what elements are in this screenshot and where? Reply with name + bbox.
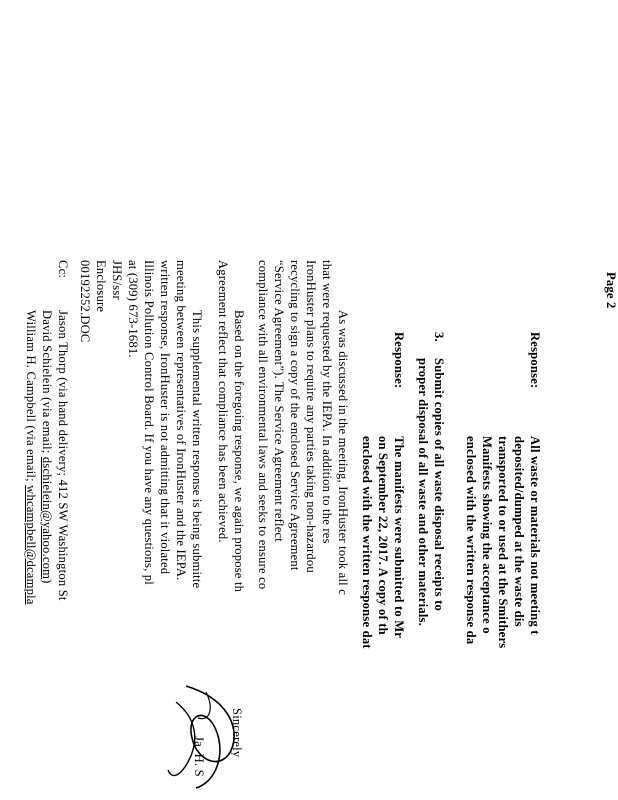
paragraph-line: at (309) 673-1681.: [126, 260, 140, 358]
closing-sincerely: Sincerely: [230, 708, 244, 758]
paragraph-line: “Service Agreement”). The Service Agreement reflect: [272, 260, 286, 542]
paragraph-line: meeting between representatives of IronHuster and the IEPA.: [174, 260, 188, 581]
closing-signer: Ja. H. S: [192, 736, 206, 777]
page-label: Page 2: [604, 272, 618, 309]
footer-initials: JHS/ssr: [110, 260, 124, 300]
paragraph-line: This supplemental written response is being submitte: [190, 310, 204, 589]
paragraph-line: compliance with all environmental laws and seeks to ensure co: [256, 260, 270, 590]
paragraph-line: Agreement reflect that compliance has been achieved.: [216, 260, 230, 543]
item-3-response-line: enclosed with the written response dat: [360, 436, 374, 649]
cc-line: [54, 310, 70, 601]
footer-doc-id: 00192252.DOC: [78, 260, 92, 343]
item-3-request-line: proper disposal of all waste and other materials.: [416, 358, 430, 626]
rotated-letter-page: [24, 258, 618, 800]
cc-text: William H. Campbell (via email;: [24, 310, 38, 486]
item-3-number: 3.: [432, 332, 446, 342]
cc-label: Cc:: [56, 260, 70, 279]
cc-line: [22, 310, 38, 605]
item-2-response-label: Response:: [528, 332, 542, 389]
cc-text: Jason Thorp (via hand delivery; 412 SW Washington St: [56, 310, 70, 601]
paragraph-line: IronHuster plans to require any parties taking non-hazardou: [304, 260, 318, 573]
paragraph-line: Based on the foregoing response, we again propose th: [232, 310, 246, 593]
cc-line: [38, 310, 54, 584]
item-3-request-line: Submit copies of all waste disposal receipts to: [432, 358, 446, 611]
item-3-response-line: on September 22, 2017. A copy of th: [376, 436, 390, 635]
item-2-response-line: deposited/dumped at the waste dis: [512, 436, 526, 627]
item-3-response-line: The manifests were submitted to Mr: [392, 436, 406, 639]
cc-email-link[interactable]: whcampbell@dcampla: [24, 485, 38, 605]
cc-email-link[interactable]: dschielein@yahoo.com: [40, 456, 54, 580]
item-2-response-line: transported to or used at the Smithers: [496, 436, 510, 649]
footer-enclosure: Enclosure: [94, 260, 108, 313]
paragraph-line: Illinois Pollution Control Board. If you have any questions, pl: [142, 260, 156, 585]
item-2-response-line: All waste or materials not meeting t: [528, 436, 542, 635]
item-2-response-line: Manifests showing the acceptance o: [480, 436, 494, 634]
item-3-response-label: Response:: [392, 332, 406, 389]
paragraph-line: that were requested by the IEPA. In addition to the res: [320, 260, 334, 544]
paragraph-line: recycling to sign a copy of the enclosed Service Agreement: [288, 260, 302, 571]
paragraph-line: As was discussed in the meeting, IronHuster took all c: [336, 310, 350, 596]
paragraph-line: written response, IronHuster is not admitting that it violated: [158, 260, 172, 575]
cc-text: David Schielein (via email;: [40, 310, 54, 457]
item-2-response-line: enclosed with the written response da: [464, 436, 478, 645]
cc-text-tail: ): [40, 579, 54, 584]
